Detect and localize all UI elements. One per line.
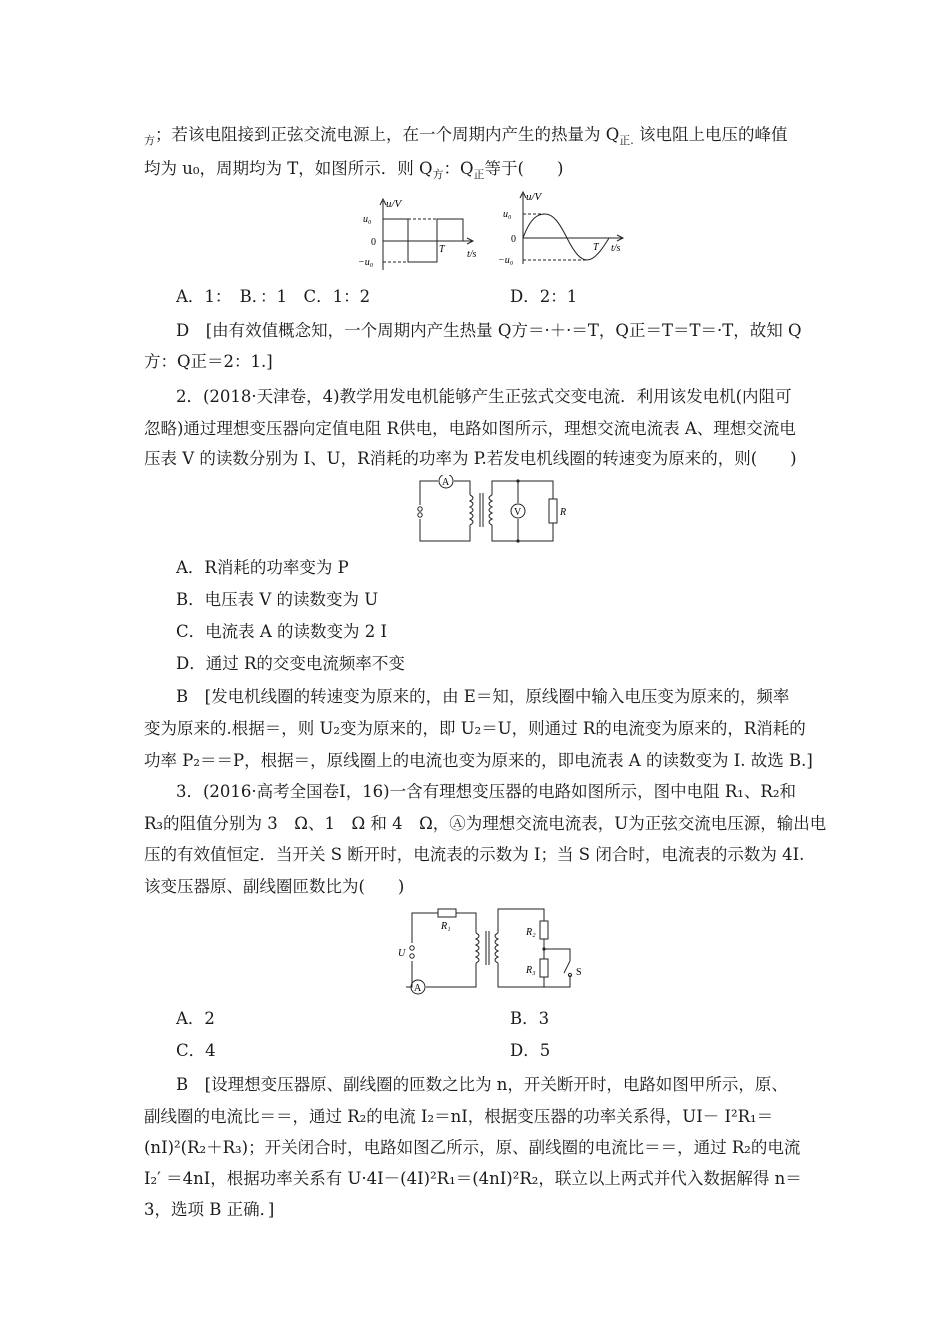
q1-options-abc: A．1： B．：1 C．1：2 <box>176 287 371 306</box>
q3-stem-line-4: 该变压器原、副线圈匝数比为( ) <box>144 877 405 896</box>
q3-ammeter-label: A <box>414 983 422 994</box>
q3-primary-coil <box>476 933 479 963</box>
q3-answer-line-4: I₂′ ＝4nI，根据功率关系有 U·4I－(4I)²R₁＝(4nI)²R₂，联立以上两式并代入数据解得 n＝ <box>144 1169 802 1188</box>
q2-terminal-bottom <box>418 513 422 517</box>
q1-stem-tail: 该电阻上电压的峰值 <box>633 125 788 144</box>
square-zero-label: 0 <box>371 237 376 248</box>
q2-option-b: B．电压表 V 的读数变为 U <box>176 590 379 609</box>
q3-r3-label: R₃ <box>526 965 536 976</box>
q3-r1-resistor <box>438 909 456 917</box>
square-u0-label: u₀ <box>363 214 372 225</box>
q2-primary-coil <box>470 495 473 525</box>
q3-answer-line-2: 副线圈的电流比＝＝，通过 R₂的电流 I₂＝nI，根据变压器的功率关系得，UI－ I²R₁＝ <box>144 1107 774 1126</box>
q3-circuit-figure <box>394 905 594 997</box>
q3-r2-label: R₂ <box>526 927 536 938</box>
q3-source-terminal-bottom <box>410 954 414 958</box>
q3-switch <box>564 961 570 973</box>
q3-answer-line-5: 3，选项 B 正确．] <box>144 1200 275 1219</box>
q3-option-c: C．4 <box>176 1041 216 1060</box>
q2-option-a: A．R消耗的功率变为 P <box>176 558 349 577</box>
q2-resistor <box>549 499 557 523</box>
q3-stem-line-3: 压的有效值恒定．当开关 S 断开时，电流表的示数为 I；当 S 闭合时，电流表的示数为 4I. <box>144 845 805 864</box>
q1-stem2-text: 均为 u₀，周期均为 T，如图所示．则 Q <box>144 159 433 178</box>
q3-source-terminal-top <box>410 946 414 950</box>
q3-answer-line-1: B [设理想变压器原、副线圈的匝数之比为 n，开关断开时，电路如图甲所示，原、 <box>176 1075 788 1094</box>
q2-secondary-coil <box>489 495 492 525</box>
sine-axis-x-label: t/s <box>611 243 621 254</box>
q3-option-d: D．5 <box>510 1041 551 1060</box>
q1-answer-line-2: 方：Q正＝2：1.] <box>144 352 273 371</box>
q1-option-d: D．2：1 <box>510 287 578 306</box>
q3-r3-resistor <box>540 959 548 977</box>
q1-stem-text: ；若该电阻接到正弦交流电源上，在一个周期内产生的热量为 Q <box>155 125 620 144</box>
q1-answer-line-1: D [由有效值概念知，一个周期内产生热量 Q方＝·＋·＝T，Q正＝T＝T＝·T，故知 Q <box>176 321 802 340</box>
square-T-label: T <box>439 244 445 255</box>
q2-answer-line-3: 功率 P₂＝＝P，根据＝，原线圈上的电流也变为原来的，即电流表 A 的读数变为 I. 故选 B.] <box>144 751 813 770</box>
q3-answer-line-3: (nI)²(R₂＋R₃)；开关闭合时，电路如图乙所示，原、副线圈的电流比＝＝，通过 R₂的电流 <box>144 1138 801 1157</box>
q2-option-c: C．电流表 A 的读数变为 2 I <box>176 622 388 641</box>
q3-stem-line-2: R₃的阻值分别为 3 Ω、1 Ω 和 4 Ω，Ⓐ为理想交流电流表，U为正弦交流电压源，输出电 <box>144 814 827 833</box>
square-neg-u0-label: −u₀ <box>358 257 374 268</box>
q2-circuit-figure <box>408 475 568 547</box>
q3-secondary-coil <box>495 933 498 963</box>
q3-option-a: A．2 <box>176 1009 215 1028</box>
q1-sub-fang: 方 <box>144 134 155 147</box>
sine-wave-trace <box>523 214 609 260</box>
sine-axis-y-label: u/V <box>526 191 542 203</box>
q3-source-label: U <box>398 948 406 959</box>
square-axis-x-label: t/s <box>467 249 477 260</box>
q2-answer-line-2: 变为原来的.根据＝，则 U₂变为原来的，即 U₂＝U，则通过 R的电流变为原来的，R消耗的 <box>144 719 806 738</box>
q1-sub-zheng: 正. <box>619 134 634 147</box>
q1-stem2-tail: 等于( ) <box>484 159 564 178</box>
q2-resistor-label: R <box>560 507 567 518</box>
q3-option-b: B．3 <box>510 1009 550 1028</box>
q2-option-d: D．通过 R的交变电流频率不变 <box>176 654 405 673</box>
q2-answer-line-1: B [发电机线圈的转速变为原来的，由 E＝知，原线圈中输入电压变为原来的，频率 <box>176 687 790 706</box>
q1-stem2-sub1: 方 <box>432 168 444 181</box>
sine-wave-figure <box>497 188 637 283</box>
q1-stem2-mid: ：Q <box>443 159 474 178</box>
sine-u0-label: u₀ <box>503 209 512 220</box>
square-wave-figure <box>355 195 490 283</box>
q3-r2-resistor <box>540 921 548 939</box>
q2-ammeter-label: A <box>442 477 450 488</box>
q2-terminal-top <box>418 507 422 511</box>
q2-voltmeter-label: V <box>514 507 522 518</box>
q1-stem-line-1 <box>144 124 788 148</box>
sine-neg-u0-label: −u₀ <box>498 255 514 266</box>
sine-zero-label: 0 <box>511 234 516 245</box>
q1-stem-line-2 <box>144 158 563 182</box>
sine-T-label: T <box>593 242 599 253</box>
q3-switch-label: S <box>576 967 582 978</box>
q3-stem-line-1: 3．(2016·高考全国卷Ⅰ，16)一含有理想变压器的电路如图所示，图中电阻 R₁、R₂和 <box>176 782 796 801</box>
q2-stem-line-2: 忽略)通过理想变压器向定值电阻 R供电，电路如图所示，理想交流电流表 A、理想交流电 <box>144 419 796 438</box>
q3-r1-label: R₁ <box>441 921 451 932</box>
square-axis-y-label: u/V <box>386 198 402 210</box>
q2-stem-line-1: 2．(2018·天津卷，4)教学用发电机能够产生正弦式交变电流．利用该发电机(内阻可 <box>176 387 792 406</box>
q1-stem2-sub2: 正 <box>473 168 485 181</box>
q2-stem-line-3: 压表 V 的读数分别为 I、U，R消耗的功率为 P.若发电机线圈的转速变为原来的，则( ) <box>144 449 797 468</box>
